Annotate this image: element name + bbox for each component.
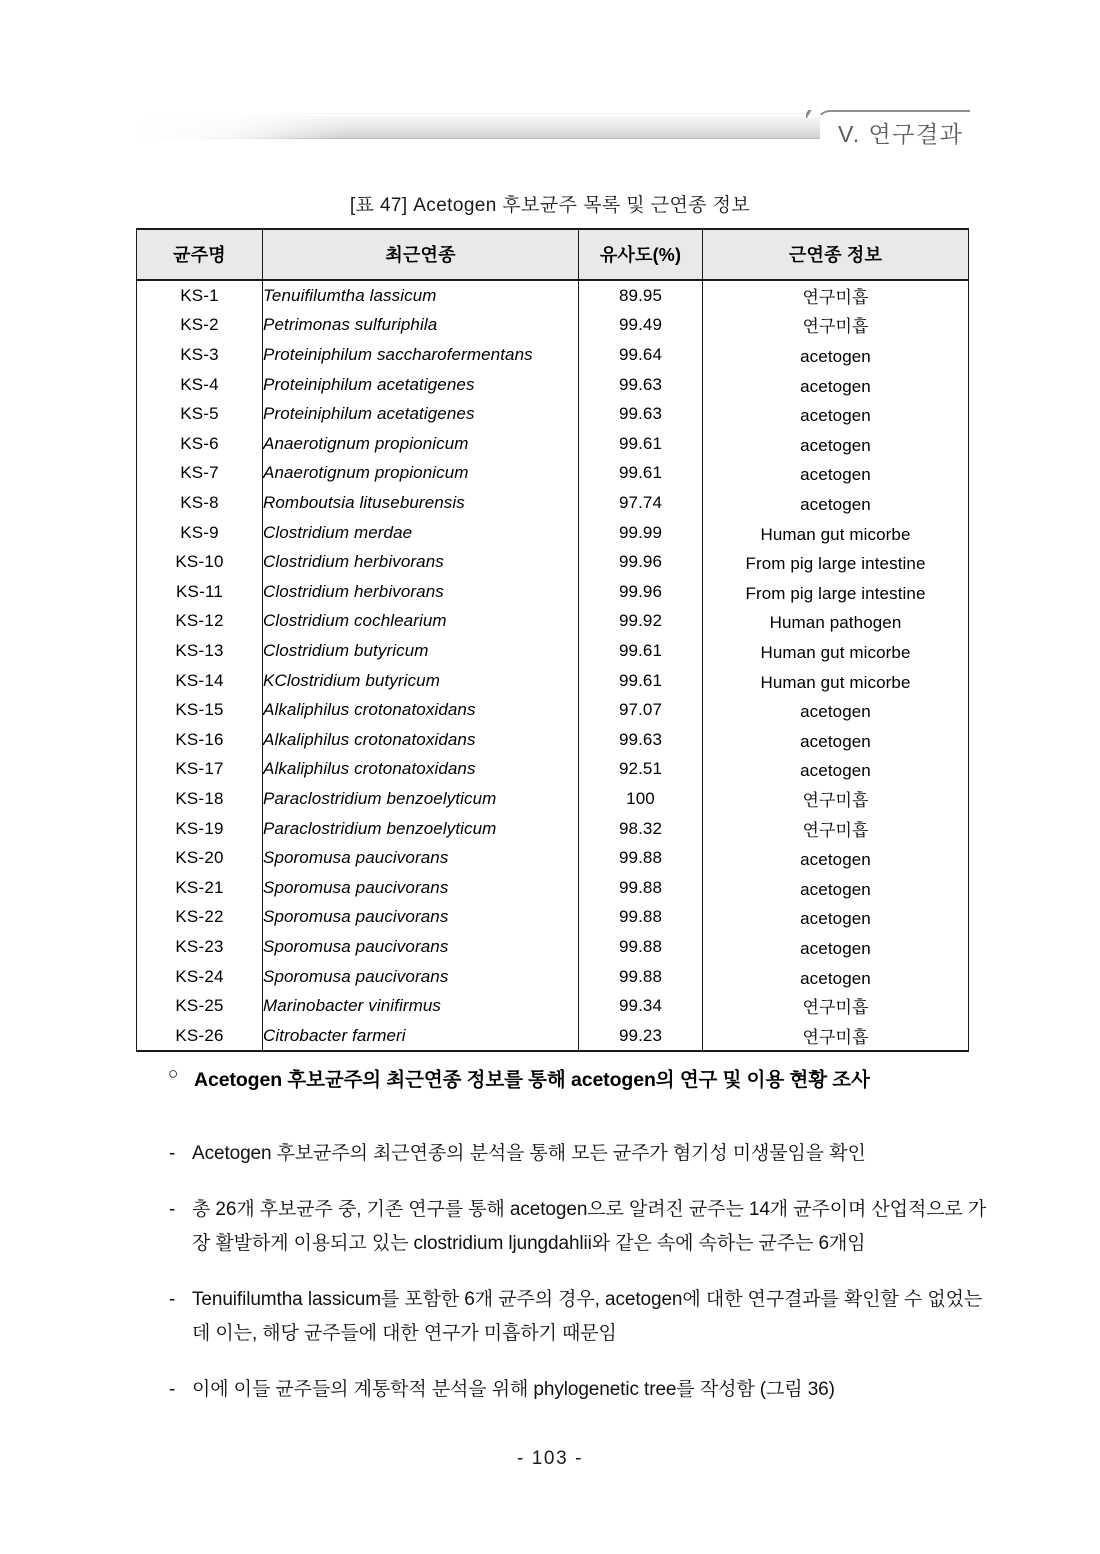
acetogen-candidate-table [136,228,969,1052]
table-header [137,229,969,280]
cell-info: acetogen [800,968,871,988]
cell-species: Marinobacter vinifirmus [263,991,579,1021]
dash-bullet-icon: - [169,1379,176,1400]
cell-info: acetogen [800,850,871,870]
cell-info: acetogen [800,731,871,751]
cell-species: Citrobacter farmeri [263,1021,579,1052]
table-row [137,814,969,844]
cell-similarity: 99.88 [579,932,703,962]
prose-item-1-text: Acetogen 후보균주의 최근연종의 분석을 통해 모든 균주가 혐기성 미생물임을 확인 [192,1143,866,1164]
cell-species: Clostridium cochlearium [263,607,579,637]
cell-similarity: 99.63 [579,399,703,429]
cell-similarity: 99.96 [579,547,703,577]
cell-similarity: 99.63 [579,725,703,755]
cell-strain: KS-4 [137,370,263,400]
prose-item-3-text: Tenuifilumtha lassicum를 포함한 6개 균주의 경우, acetogen에 대한 연구결과를 확인할 수 없었는데 이는, 해당 균주들에 대한 연구가 미흡하기 때문임 [192,1289,983,1344]
column-header-info: 근연종 정보 [703,229,969,280]
cell-strain: KS-1 [137,280,263,311]
cell-strain: KS-17 [137,755,263,785]
cell-strain: KS-2 [137,311,263,341]
table-row [137,1021,969,1052]
header-top-rule [828,110,970,112]
cell-similarity: 99.23 [579,1021,703,1052]
cell-similarity: 99.88 [579,873,703,903]
cell-species: Romboutsia lituseburensis [263,488,579,518]
cell-info: acetogen [800,465,871,485]
cell-similarity: 99.61 [579,459,703,489]
cell-info: 연구미흡 [802,998,869,1018]
cell-similarity: 98.32 [579,814,703,844]
table-caption: [표 47] Acetogen 후보균주 목록 및 근연종 정보 [349,195,751,216]
cell-info: Human gut micorbe [760,643,911,662]
cell-similarity: 97.74 [579,488,703,518]
cell-similarity: 99.63 [579,370,703,400]
cell-species: Alkaliphilus crotonatoxidans [263,755,579,785]
cell-info: acetogen [800,909,871,929]
table-row [137,577,969,607]
table-row [137,991,969,1021]
cell-species: Petrimonas sulfuriphila [263,311,579,341]
table-row [137,666,969,696]
cell-similarity: 99.64 [579,340,703,370]
column-header-strain: 균주명 [137,229,263,280]
cell-strain: KS-24 [137,962,263,992]
cell-species: Clostridium butyricum [263,636,579,666]
cell-info: 연구미흡 [802,287,869,307]
dash-bullet-icon: - [169,1143,176,1164]
cell-info: acetogen [800,435,871,455]
table-body [137,280,969,1051]
cell-species: Clostridium herbivorans [263,547,579,577]
prose-item-2 [168,1193,992,1261]
cell-strain: KS-10 [137,547,263,577]
table-row [137,311,969,341]
cell-species: Paraclostridium benzoelyticum [263,784,579,814]
cell-strain: KS-7 [137,459,263,489]
cell-similarity: 99.96 [579,577,703,607]
cell-species: Anaerotignum propionicum [263,459,579,489]
table-row [137,399,969,429]
cell-similarity: 99.61 [579,666,703,696]
cell-info: From pig large intestine [745,554,926,574]
page-header [0,104,1100,156]
page-number: - 103 - [516,1448,584,1469]
cell-strain: KS-8 [137,488,263,518]
dash-bullet-icon: - [169,1289,176,1310]
cell-species: Proteiniphilum saccharofermentans [263,340,579,370]
table-row [137,607,969,637]
cell-strain: KS-13 [137,636,263,666]
prose-heading [168,1064,994,1092]
table-row [137,636,969,666]
prose-item-1 [168,1137,992,1171]
cell-info: Human pathogen [769,613,902,633]
table-row [137,873,969,903]
cell-strain: KS-18 [137,784,263,814]
table-row [137,843,969,873]
cell-info: From pig large intestine [745,583,926,603]
header-bar-fade [136,113,346,139]
table-row [137,695,969,725]
cell-info: 연구미흡 [802,790,869,810]
prose-section [0,1064,1100,1407]
cell-similarity: 99.61 [579,429,703,459]
cell-species: Tenuifilumtha lassicum [263,280,579,311]
cell-species: Paraclostridium benzoelyticum [263,814,579,844]
cell-similarity: 99.88 [579,843,703,873]
prose-heading-text: Acetogen 후보균주의 최근연종 정보를 통해 acetogen의 연구 및 이용 현황 조사 [194,1069,870,1091]
cell-similarity: 99.49 [579,311,703,341]
table-row [137,429,969,459]
cell-species: Sporomusa paucivorans [263,932,579,962]
table-row [137,370,969,400]
cell-similarity: 99.61 [579,636,703,666]
table-row [137,725,969,755]
cell-similarity: 92.51 [579,755,703,785]
cell-strain: KS-19 [137,814,263,844]
cell-species: Anaerotignum propionicum [263,429,579,459]
prose-item-3 [168,1283,992,1351]
table-row [137,932,969,962]
table-row [137,488,969,518]
cell-info: acetogen [800,702,871,722]
cell-species: Sporomusa paucivorans [263,962,579,992]
cell-strain: KS-16 [137,725,263,755]
cell-strain: KS-5 [137,399,263,429]
dash-bullet-icon: - [169,1199,176,1220]
cell-strain: KS-25 [137,991,263,1021]
table-row [137,755,969,785]
cell-strain: KS-20 [137,843,263,873]
cell-species: Alkaliphilus crotonatoxidans [263,725,579,755]
cell-info: acetogen [800,761,871,781]
cell-info: acetogen [800,495,871,515]
cell-species: Sporomusa paucivorans [263,902,579,932]
cell-similarity: 99.92 [579,607,703,637]
prose-item-2-text: 총 26개 후보균주 중, 기존 연구를 통해 acetogen으로 알려진 균주는 14개 균주이며 산업적으로 가장 활발하게 이용되고 있는 clostridium ljungdahlii와 같은 속에 속하는 균주는 6개임 [192,1199,987,1254]
cell-species: Proteiniphilum acetatigenes [263,399,579,429]
cell-species: Alkaliphilus crotonatoxidans [263,695,579,725]
cell-similarity: 100 [579,784,703,814]
cell-similarity: 99.99 [579,518,703,548]
cell-similarity: 97.07 [579,695,703,725]
cell-info: Human gut micorbe [760,672,911,692]
table-row [137,280,969,311]
cell-similarity: 99.88 [579,962,703,992]
cell-strain: KS-26 [137,1021,263,1052]
table-row [137,340,969,370]
cell-strain: KS-11 [137,577,263,607]
cell-species: Clostridium merdae [263,518,579,548]
table-row [137,902,969,932]
prose-item-4 [168,1373,992,1407]
cell-info: 연구미흡 [802,1027,869,1047]
column-header-species: 최근연종 [263,229,579,280]
cell-strain: KS-14 [137,666,263,696]
cell-info: acetogen [800,938,871,958]
cell-species: Proteiniphilum acetatigenes [263,370,579,400]
cell-species: Clostridium herbivorans [263,577,579,607]
cell-info: acetogen [800,376,871,396]
table-row [137,547,969,577]
cell-species: Sporomusa paucivorans [263,873,579,903]
cell-info: Human gut micorbe [760,524,911,544]
cell-info: acetogen [800,879,871,899]
cell-info: acetogen [800,347,871,367]
table-row [137,784,969,814]
cell-info: 연구미흡 [802,820,869,840]
cell-similarity: 99.88 [579,902,703,932]
cell-similarity: 99.34 [579,991,703,1021]
prose-item-4-text: 이에 이들 균주들의 계통학적 분석을 위해 phylogenetic tree를 작성함 (그림 36) [192,1379,835,1400]
cell-info: 연구미흡 [802,317,869,337]
cell-strain: KS-6 [137,429,263,459]
cell-similarity: 89.95 [579,280,703,311]
cell-strain: KS-21 [137,873,263,903]
cell-strain: KS-9 [137,518,263,548]
table-container [136,228,968,1052]
cell-strain: KS-22 [137,902,263,932]
table-row [137,518,969,548]
cell-info: acetogen [800,406,871,426]
cell-strain: KS-12 [137,607,263,637]
cell-strain: KS-3 [137,340,263,370]
column-header-similarity: 유사도(%) [579,229,703,280]
cell-strain: KS-15 [137,695,263,725]
table-row [137,459,969,489]
cell-strain: KS-23 [137,932,263,962]
table-header-row [137,229,969,280]
cell-species: Sporomusa paucivorans [263,843,579,873]
cell-species: KClostridium butyricum [263,666,579,696]
table-row [137,962,969,992]
section-title: V. 연구결과 [838,121,964,147]
circle-bullet-icon: ○ [168,1064,179,1083]
